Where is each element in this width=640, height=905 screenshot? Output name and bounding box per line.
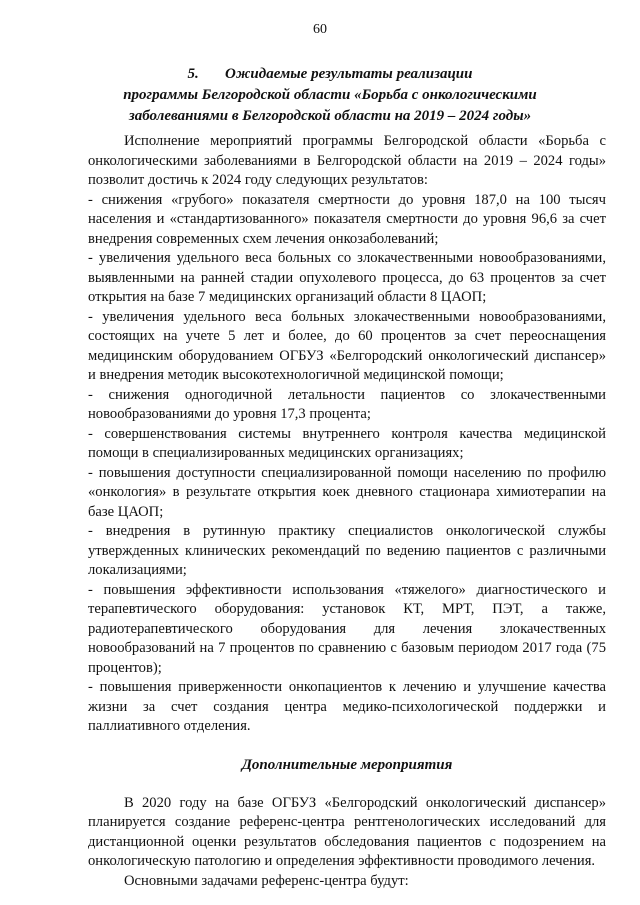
section-heading bbox=[80, 64, 580, 127]
result-item: - увеличения удельного веса больных со злокачественными новообразованиями, выявленными на ранней стадии опухолевого процесса, до 63 процентов за счет открытия на базе 7 медицинских организаций области 8 ЦАОП; bbox=[88, 250, 606, 305]
reference-center-tasks-intro: Основными задачами референс-центра будут: bbox=[124, 872, 409, 889]
section-number: 5. bbox=[187, 66, 199, 82]
result-item: - повышения доступности специализированной помощи населению по профилю «онкология» в результате открытия коек дневного стационара химиотерапии на базе ЦАОП; bbox=[88, 464, 606, 520]
additional-paragraph: В 2020 году на базе ОГБУЗ «Белгородский онкологический диспансер» планируется создание референс-центра рентгенологических исследований для дистанционной оценки результатов обследования пациентов с подозрением на онкологическую патологию и определения эффективности проводимого лечения. bbox=[88, 794, 606, 869]
additional-measures-heading: Дополнительные мероприятия bbox=[241, 756, 453, 773]
section-title-line-3: заболеваниями в Белгородской области на 2019 – 2024 годы» bbox=[128, 108, 532, 124]
section-title-line-2: программы Белгородской области «Борьба с онкологическими bbox=[123, 87, 537, 103]
section-title-line-1: Ожидаемые результаты реализации bbox=[225, 66, 473, 82]
page-number: 60 bbox=[313, 22, 327, 37]
result-item: - увеличения удельного веса больных злокачественными новообразованиями, состоящих на учете 5 лет и более, до 60 процентов за счет переоснащения медицинским оборудованием ОГБУЗ «Белгородский онкологический диспансер» и внедрения методик высокотехнологичной медицинской помощи; bbox=[88, 308, 606, 383]
result-item: - снижения одногодичной летальности пациентов со злокачественными новообразованиями до уровня 17,3 процента; bbox=[88, 386, 606, 422]
result-item: - совершенствования системы внутреннего контроля качества медицинской помощи в специализированных медицинских организациях; bbox=[88, 425, 606, 461]
result-item: - снижения «грубого» показателя смертности до уровня 187,0 на 100 тысяч населения и «стандартизованного» показателя смертности до уровня 96,6 за счет внедрения современных схем лечения онкозаболеваний; bbox=[88, 191, 606, 247]
result-item: - внедрения в рутинную практику специалистов онкологической службы утвержденных клинических рекомендаций по ведению пациентов с различными локализациями; bbox=[88, 523, 606, 578]
intro-paragraph: Исполнение мероприятий программы Белгородской области «Борьба с онкологическими заболеваниями в Белгородской области на 2019 – 2024 годы» позволит достичь к 2024 году следующих результатов: bbox=[88, 133, 606, 188]
section-heading-line-1 bbox=[80, 64, 580, 85]
result-item: - повышения эффективности использования «тяжелого» диагностического и терапевтического оборудования: установок КТ, МРТ, ПЭТ, а также, радиотерапевтического оборудования для лечения злокачественных новообразований на 7 процентов по сравнению с базовым периодом 2017 года (75 процентов); bbox=[88, 581, 606, 676]
result-item: - повышения приверженности онкопациентов к лечению и улучшение качества жизни за счет создания центра медико-психологической поддержки и паллиативного отделения. bbox=[88, 679, 606, 734]
document-body bbox=[88, 132, 606, 891]
